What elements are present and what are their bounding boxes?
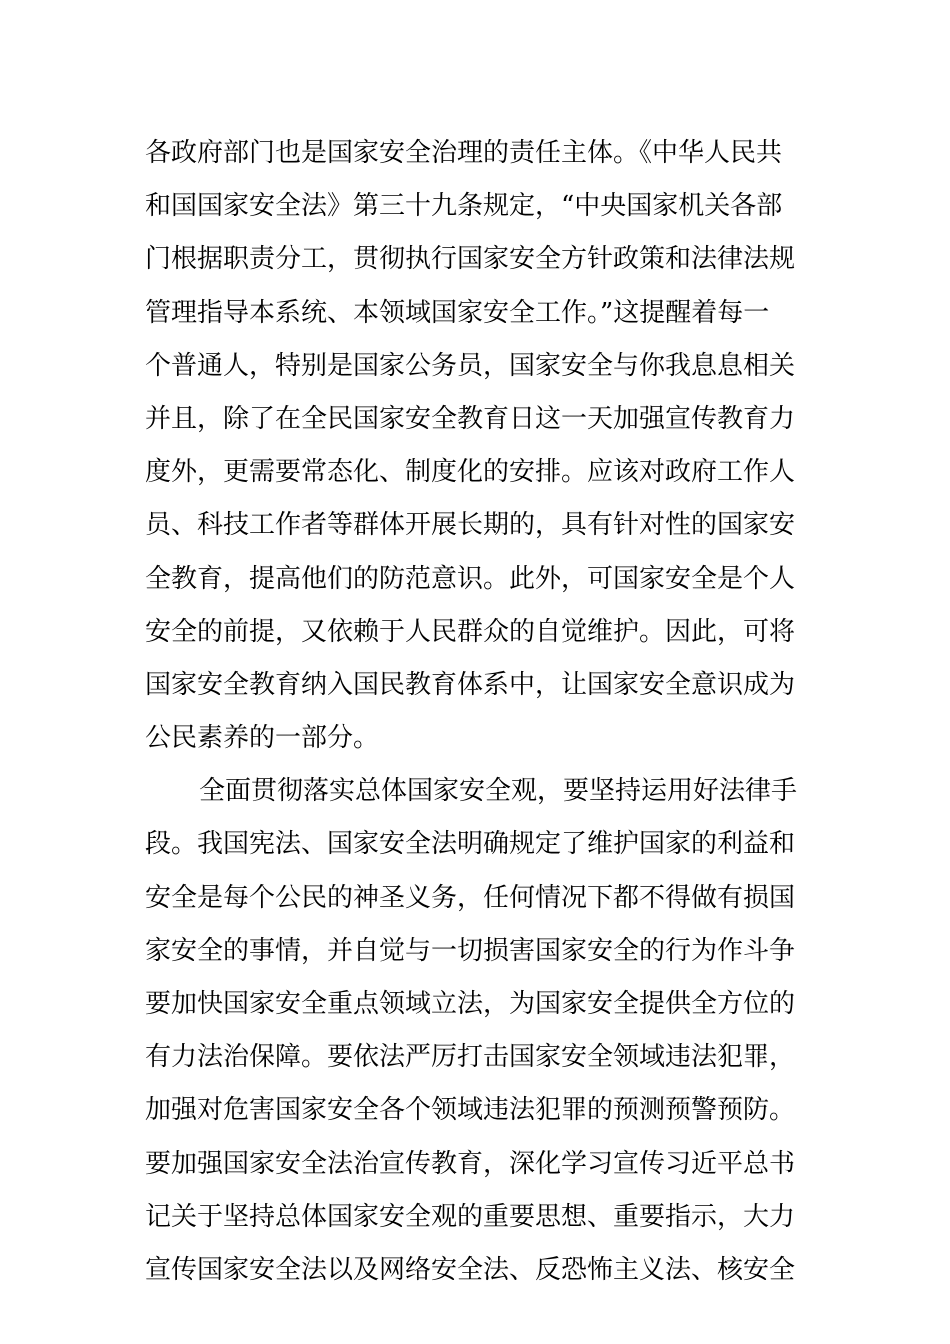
text-line: 管理指导本系统、本领域国家安全工作。”这提醒着每一 [145,297,770,328]
text-line: 加强对危害国家安全各个领域违法犯罪的预测预警预防。 [145,1095,796,1126]
text-line: 段。我国宪法、国家安全法明确规定了维护国家的利益和 [145,829,796,860]
text-line: 要加快国家安全重点领域立法，为国家安全提供全方位的 [145,989,796,1019]
text-line: 个普通人，特别是国家公务员，国家安全与你我息息相关 [145,350,796,381]
text-line: 门根据职责分工，贯彻执行国家安全方针政策和法律法规 [145,244,796,275]
text-line: 和国国家安全法》第三十九条规定，“中央国家机关各部 [145,191,783,222]
text-line: 度外，更需要常态化、制度化的安排。应该对政府工作人 [145,457,796,488]
text-line: 安全的前提，又依赖于人民群众的自觉维护。因此，可将 [145,616,796,647]
text-line: 各政府部门也是国家安全治理的责任主体。《中华人民共 [145,138,783,168]
text-line: 并且，除了在全民国家安全教育日这一天加强宣传教育力 [145,403,796,434]
body-text [145,127,825,1297]
paragraph-start-line: 全面贯彻落实总体国家安全观，要坚持运用好法律手 [199,776,798,807]
text-line: 宣传国家安全法以及网络安全法、反恐怖主义法、核安全 [145,1254,796,1285]
text-line: 记关于坚持总体国家安全观的重要思想、重要指示，大力 [145,1201,796,1232]
text-line: 全教育，提高他们的防范意识。此外，可国家安全是个人 [145,563,796,594]
text-line: 有力法治保障。要依法严厉打击国家安全领域违法犯罪， [145,1042,796,1073]
text-line: 家安全的事情，并自觉与一切损害国家安全的行为作斗争 [145,935,796,966]
text-line: 安全是每个公民的神圣义务，任何情况下都不得做有损国 [145,882,796,913]
text-line: 公民素养的一部分。 [145,723,380,754]
text-line: 员、科技工作者等群体开展长期的，具有针对性的国家安 [145,510,796,541]
text-line: 要加强国家安全法治宣传教育，深化学习宣传习近平总书 [145,1148,796,1179]
text-line: 国家安全教育纳入国民教育体系中，让国家安全意识成为 [145,669,796,700]
